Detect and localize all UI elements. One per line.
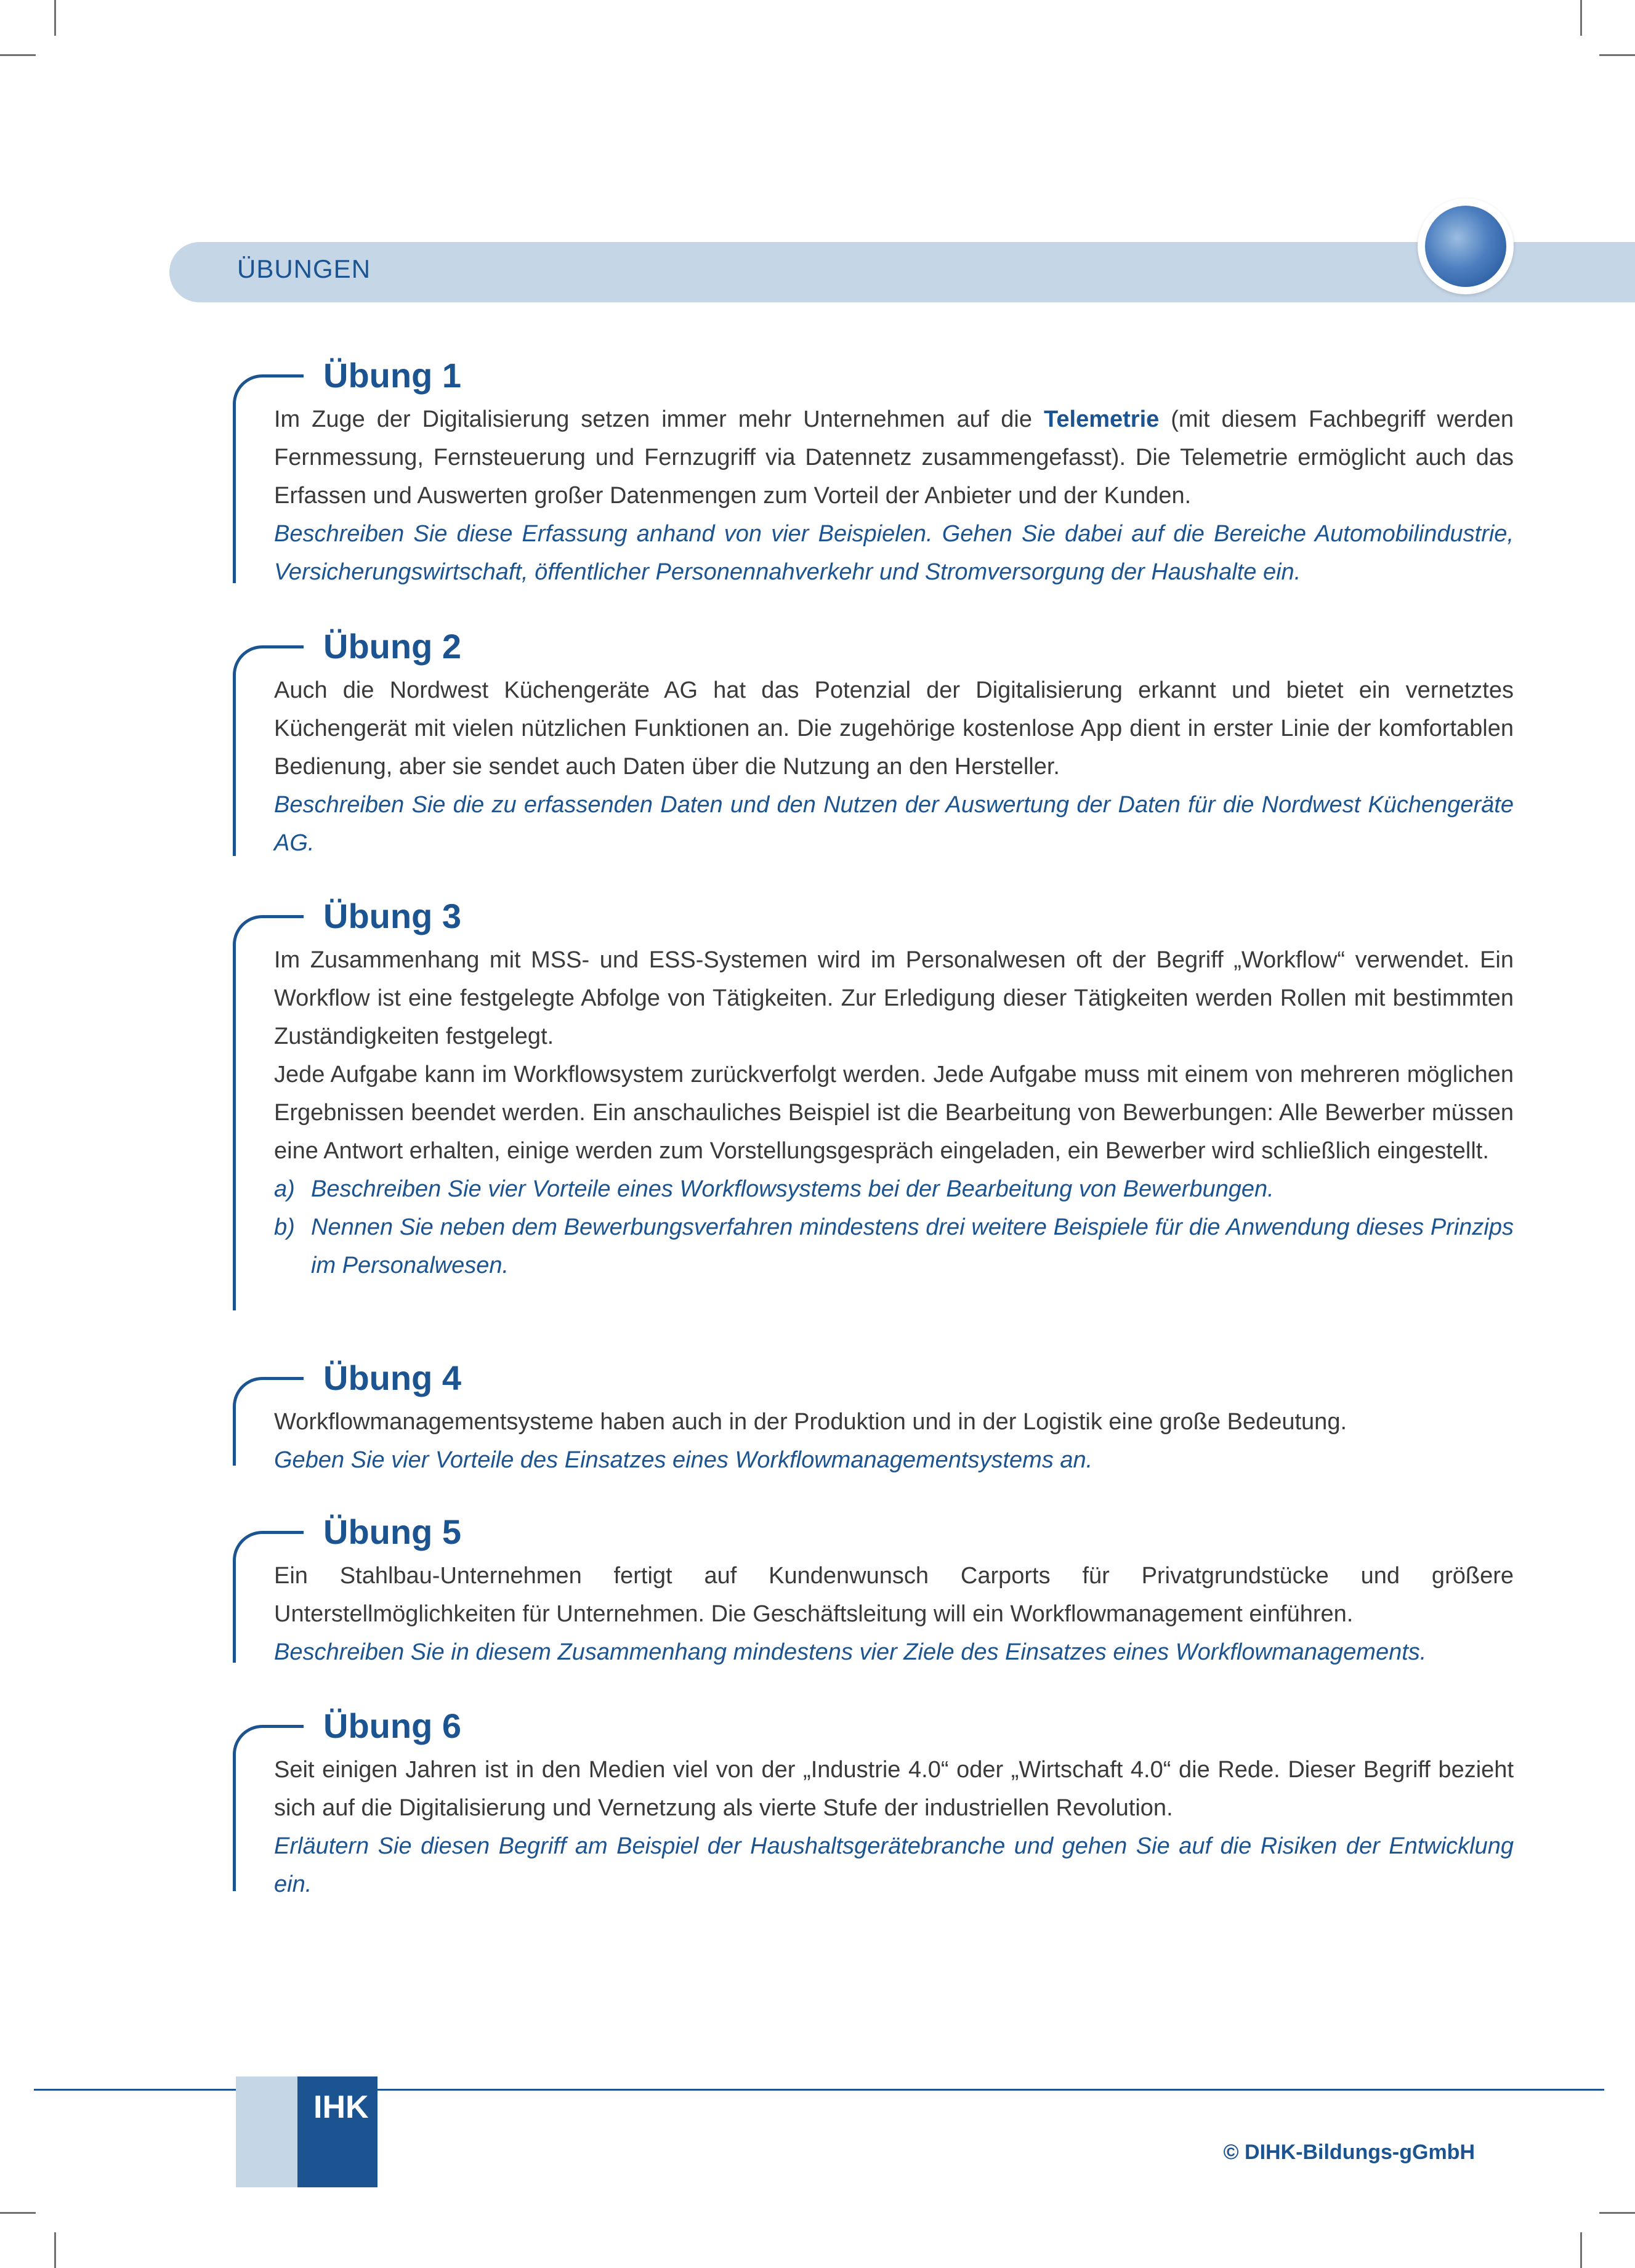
exercise-text: Im Zusammenhang mit MSS- und ESS-Systemen wird im Personalwesen oft der Begriff „Workflow“ verwendet. Ein Workflow ist eine festgelegte Abfolge von Tätigkeiten. Zur Erledigung dieser Tätigkeiten werden Rollen mit bestimmten Zuständigkeiten festgelegt. <box>274 947 1514 1049</box>
text-segment: Im Zuge der Digitalisierung setzen immer mehr Unternehmen auf die <box>274 406 1044 432</box>
ihk-logo <box>297 2076 377 2187</box>
crop-mark <box>1580 0 1582 36</box>
exercise-text: Seit einigen Jahren ist in den Medien viel von der „Industrie 4.0“ oder „Wirtschaft 4.0“ die Rede. Dieser Begriff bezieht sich auf die Digitalisierung und Vernetzung als vierte Stufe der industriellen Revolution. <box>274 1757 1514 1821</box>
exercise-body <box>274 671 1514 862</box>
crop-mark <box>1599 2212 1635 2214</box>
exercise-5 <box>233 1514 1514 1663</box>
exercise-task: Beschreiben Sie in diesem Zusammenhang mindestens vier Ziele des Einsatzes eines Workflowmanagements. <box>274 1639 1427 1665</box>
exercise-task: Erläutern Sie diesen Begriff am Beispiel der Haushaltsgerätebranche und gehen Sie auf die Risiken der Entwicklung ein. <box>274 1833 1514 1897</box>
footer-logo-band <box>236 2076 297 2187</box>
exercise-body <box>274 1557 1514 1671</box>
section-header-bar <box>169 242 1635 302</box>
copyright-notice: © DIHK-Bildungs-gGmbH <box>1223 2141 1475 2164</box>
exercise-title: Übung 3 <box>323 897 461 935</box>
exercise-title: Übung 1 <box>323 356 461 395</box>
exercise-title: Übung 4 <box>323 1358 461 1397</box>
section-title: ÜBUNGEN <box>237 254 371 283</box>
item-text: Nennen Sie neben dem Bewerbungsverfahren mindestens drei weitere Beispiele für die Anwendung dieses Prinzips im Personalwesen. <box>311 1214 1514 1278</box>
crop-mark <box>54 2232 56 2268</box>
crop-mark <box>54 0 56 36</box>
exercise-task: Beschreiben Sie die zu erfassenden Daten und den Nutzen der Auswertung der Daten für die Nordwest Küchengeräte AG. <box>274 792 1514 856</box>
text-segment: (mit diesem Fachbegriff werden Fernmessung, Fernsteuerung und Fernzugriff via Datennetz zusammengefasst). Die Telemetrie ermöglicht auch das Erfassen und Auswerten großer Datenmengen zum Vorteil der Anbieter und der Kunden. <box>274 406 1514 509</box>
exercise-task-a <box>274 1170 1514 1208</box>
crop-mark <box>0 2212 36 2214</box>
exercise-text <box>274 400 1514 515</box>
exercise-2 <box>233 628 1514 856</box>
exercise-task: Beschreiben Sie diese Erfassung anhand von vier Beispielen. Gehen Sie dabei auf die Bereiche Automobilindustrie, Versicherungswirtschaft, öffentlicher Personennahverkehr und Stromversorgung der Haushalte ein. <box>274 521 1514 585</box>
exercise-body <box>274 400 1514 591</box>
exercise-body <box>274 1403 1514 1479</box>
decorative-ball-icon <box>1425 206 1506 287</box>
exercise-text: Auch die Nordwest Küchengeräte AG hat das Potenzial der Digitalisierung erkannt und bietet ein vernetztes Küchengerät mit vielen nützlichen Funktionen an. Die zugehörige kostenlose App dient in erster Linie der komfortablen Bedienung, aber sie sendet auch Daten über die Nutzung an den Hersteller. <box>274 677 1514 780</box>
ihk-logo-text: IHK <box>313 2089 369 2125</box>
exercise-body <box>274 1751 1514 1903</box>
exercise-text: Workflowmanagementsysteme haben auch in der Produktion und in der Logistik eine große Bedeutung. <box>274 1409 1347 1435</box>
exercise-task-b <box>274 1208 1514 1285</box>
exercise-task: Geben Sie vier Vorteile des Einsatzes eines Workflowmanagementsystems an. <box>274 1447 1093 1473</box>
item-marker: a) <box>274 1176 295 1202</box>
exercise-title: Übung 6 <box>323 1706 461 1745</box>
item-marker: b) <box>274 1214 295 1240</box>
exercise-1 <box>233 357 1514 583</box>
exercise-text: Ein Stahlbau-Unternehmen fertigt auf Kundenwunsch Carports für Privatgrundstücke und größere Unterstellmöglichkeiten für Unternehmen. Die Geschäftsleitung will ein Workflowmanagement einführen. <box>274 1563 1514 1627</box>
term-telemetrie: Telemetrie <box>1043 406 1160 432</box>
exercise-4 <box>233 1358 1514 1473</box>
crop-mark <box>1580 2232 1582 2268</box>
exercise-title: Übung 5 <box>323 1512 461 1551</box>
exercise-6 <box>233 1706 1514 1897</box>
exercise-3 <box>233 898 1514 1310</box>
item-text: Beschreiben Sie vier Vorteile eines Workflowsystems bei der Bearbeitung von Bewerbungen. <box>311 1176 1274 1202</box>
exercise-text-2: Jede Aufgabe kann im Workflowsystem zurückverfolgt werden. Jede Aufgabe muss mit einem von mehreren möglichen Ergebnissen beendet werden. Ein anschauliches Beispiel ist die Bearbeitung von Bewerbungen: Alle Bewerber müssen eine Antwort erhalten, einige werden zum Vorstellungsgespräch eingeladen, ein Bewerber wird schließlich eingestellt. <box>274 1062 1514 1164</box>
crop-mark <box>0 54 36 56</box>
exercise-title: Übung 2 <box>323 627 461 666</box>
crop-mark <box>1599 54 1635 56</box>
exercise-body <box>274 941 1514 1285</box>
